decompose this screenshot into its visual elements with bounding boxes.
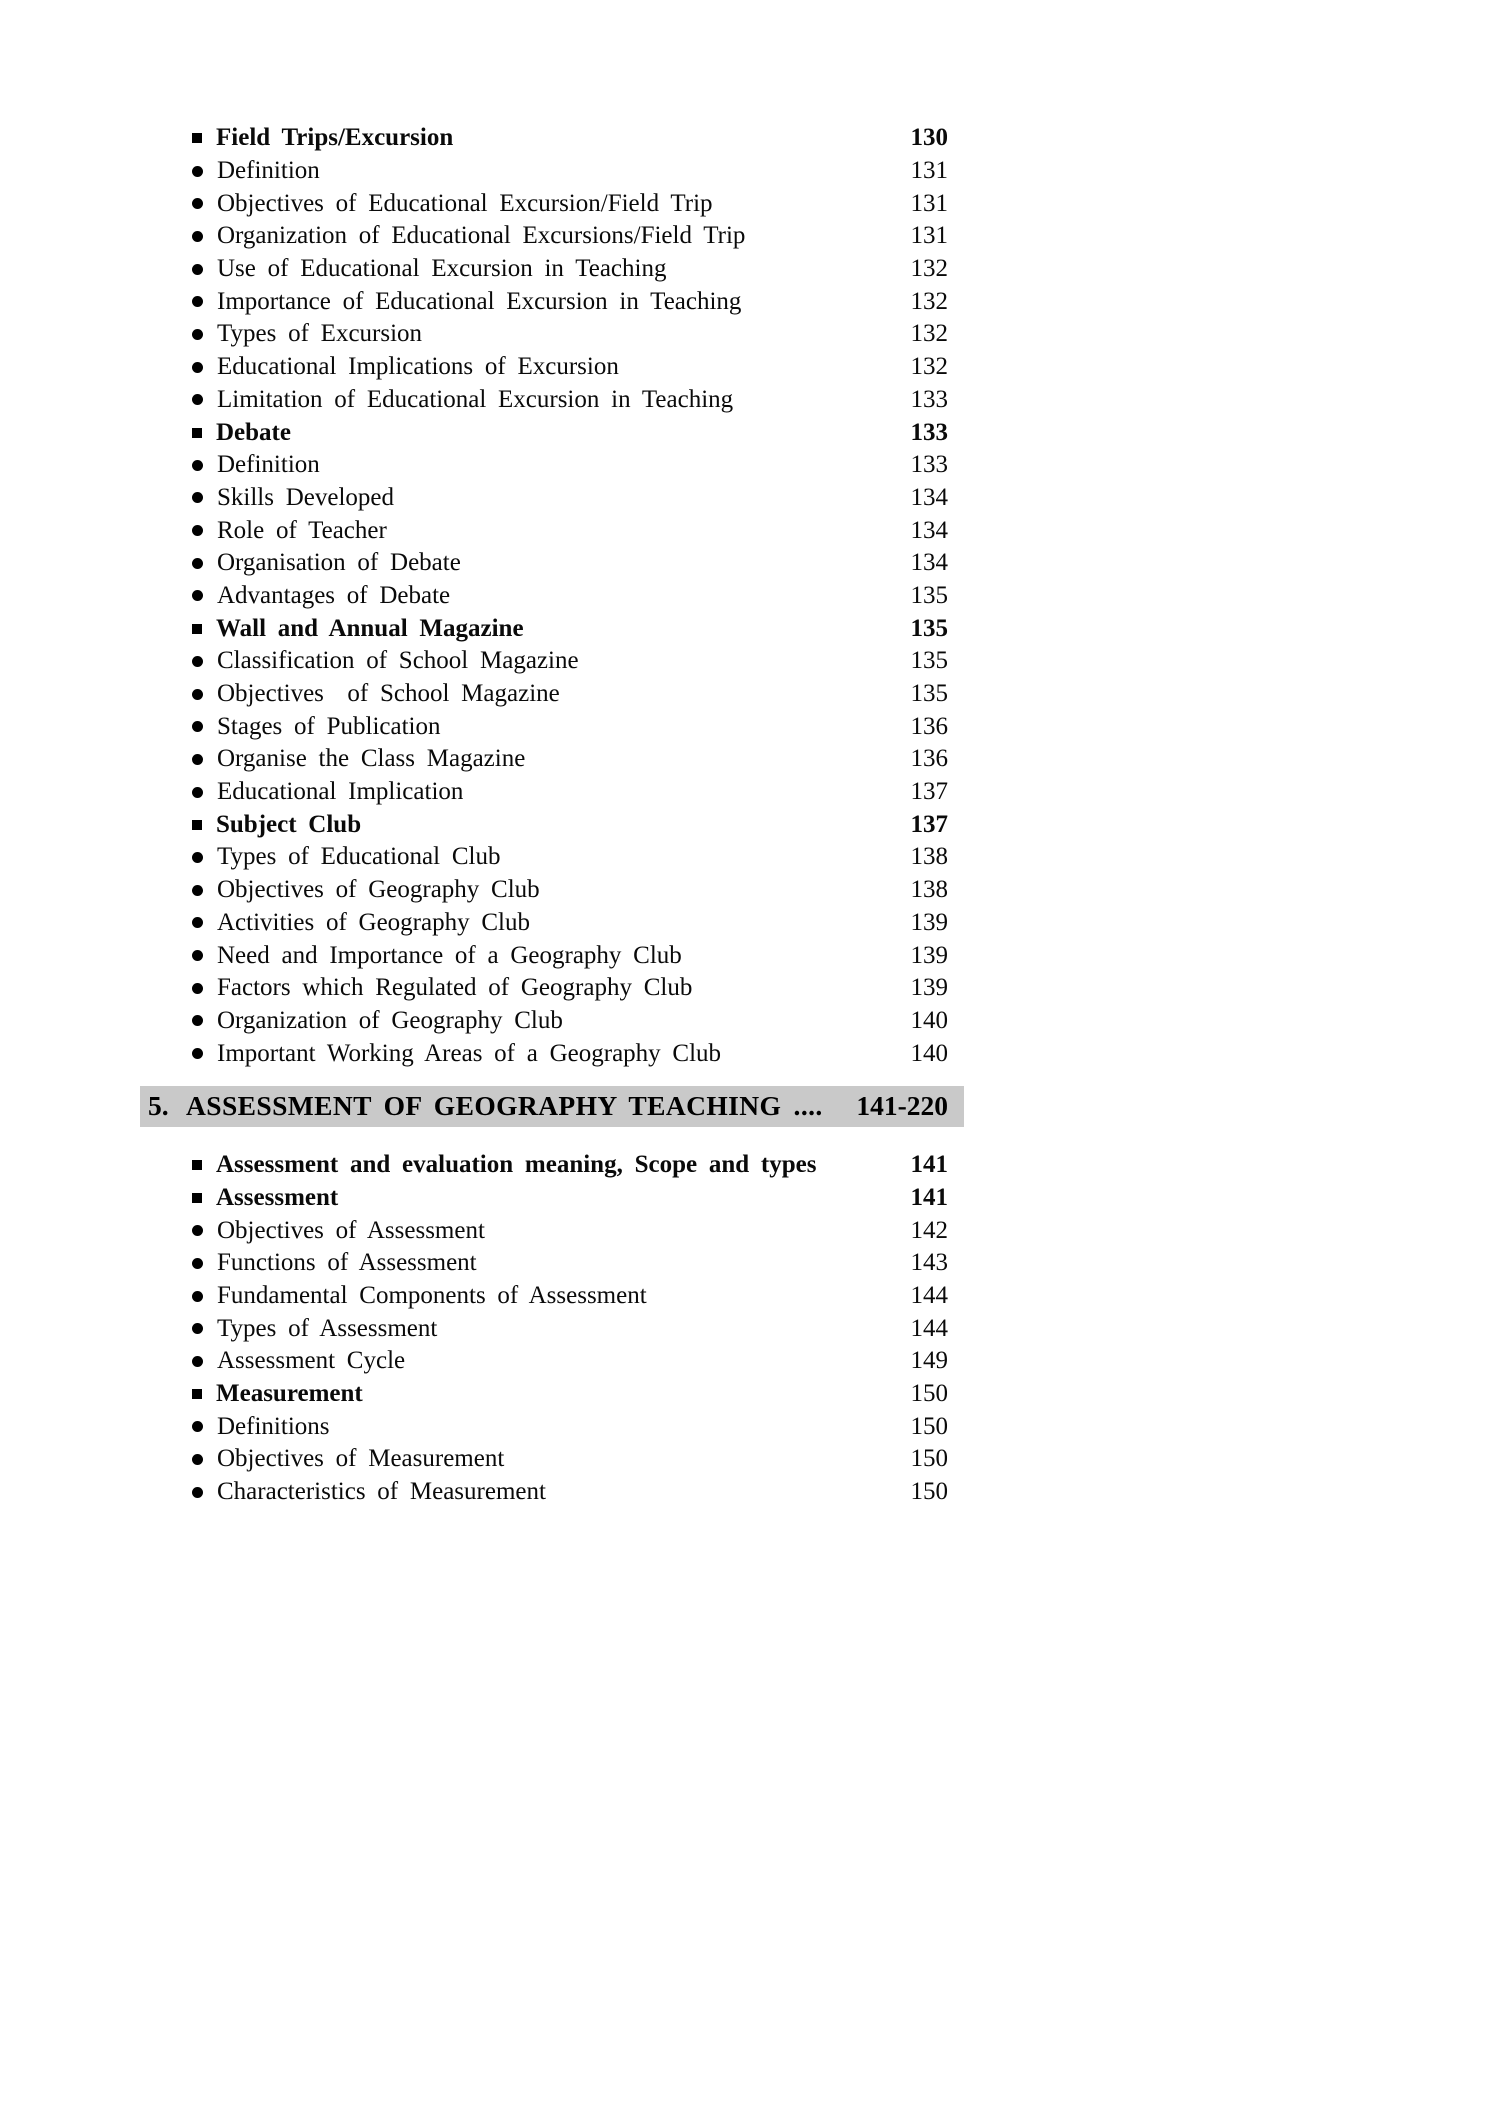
toc-entry-label: Definition [217,157,320,185]
toc-entry-page: 149 [910,1347,948,1375]
toc-entry-label: Fundamental Components of Assessment [217,1282,647,1310]
toc-entry-page: 139 [910,974,948,1002]
toc-entry-label: Debate [216,418,291,446]
circle-bullet-icon [192,1015,203,1026]
toc-entry-label: Objectives of Geography Club [217,876,540,904]
toc-row [140,972,964,1005]
circle-bullet-icon [192,656,203,667]
toc-entry-label: Advantages of Debate [217,581,451,609]
toc-entry-label: Types of Educational Club [217,843,501,871]
circle-bullet-icon [192,754,203,765]
toc-entry-label: Need and Importance of a Geography Club [217,941,682,969]
toc-entry-label: Organisation of Debate [217,549,461,577]
toc-row [140,482,964,515]
circle-bullet-icon [192,590,203,601]
toc-entry-page: 135 [910,680,948,708]
toc-row [140,939,964,972]
toc-row [140,1443,964,1476]
toc-entry-label: Classification of School Magazine [217,647,579,675]
toc-entry-page: 132 [910,287,948,315]
toc-entry-page: 139 [910,941,948,969]
toc-row [140,907,964,940]
circle-bullet-icon [192,460,203,471]
toc-entry-page: 150 [910,1412,948,1440]
toc-row [140,1410,964,1443]
toc-entry-label: Field Trips/Excursion [216,124,454,152]
toc-entry-page: 134 [910,549,948,577]
chapter-number: 5. [148,1090,169,1122]
circle-bullet-icon [192,329,203,340]
square-bullet-icon [192,428,202,438]
toc-entry-label: Educational Implications of Excursion [217,353,619,381]
toc-row [140,580,964,613]
circle-bullet-icon [192,1048,203,1059]
toc-row [140,874,964,907]
toc-row [140,187,964,220]
toc-entry-page: 138 [910,843,948,871]
circle-bullet-icon [192,1225,203,1236]
toc-entry-label: Organization of Educational Excursions/Field Trip [217,222,746,250]
toc-row [140,1378,964,1411]
square-bullet-icon [192,820,202,830]
toc-entry-label: Factors which Regulated of Geography Club [217,974,693,1002]
toc-row [140,710,964,743]
toc-entry-label: Types of Assessment [217,1314,438,1342]
toc-entry-page: 133 [910,385,948,413]
toc-row [140,1182,964,1215]
toc-row [140,1149,964,1182]
toc-row [140,1312,964,1345]
toc-entry-page: 132 [910,255,948,283]
toc-row [140,1247,964,1280]
toc-row [140,841,964,874]
toc-entry-label: Objectives of School Magazine [217,680,560,708]
toc-entry-page: 135 [910,647,948,675]
toc-row [140,808,964,841]
toc-entry-page: 144 [910,1314,948,1342]
circle-bullet-icon [192,1454,203,1465]
toc-entry-page: 130 [910,124,948,152]
toc-entry-page: 136 [910,712,948,740]
circle-bullet-icon [192,394,203,405]
circle-bullet-icon [192,166,203,177]
toc-entry-page: 141 [910,1183,948,1211]
circle-bullet-icon [192,721,203,732]
toc-entry-page: 139 [910,908,948,936]
toc-entry-label: Stages of Publication [217,712,441,740]
circle-bullet-icon [192,525,203,536]
circle-bullet-icon [192,1487,203,1498]
toc-entry-label: Objectives of Assessment [217,1216,485,1244]
toc-entry-label: Importance of Educational Excursion in Teaching [217,287,742,315]
toc-row [140,285,964,318]
circle-bullet-icon [192,917,203,928]
toc-entry-page: 131 [910,222,948,250]
toc-row [140,449,964,482]
toc-entry-label: Objectives of Measurement [217,1445,505,1473]
circle-bullet-icon [192,787,203,798]
toc-list [140,122,964,1509]
toc-row [140,1214,964,1247]
toc-entry-label: Subject Club [216,810,362,838]
toc-row [140,351,964,384]
toc-entry-label: Use of Educational Excursion in Teaching [217,255,667,283]
toc-entry-page: 131 [910,157,948,185]
circle-bullet-icon [192,1291,203,1302]
chapter-title: ASSESSMENT OF GEOGRAPHY TEACHING .... [186,1090,823,1122]
toc-row [140,1345,964,1378]
circle-bullet-icon [192,1356,203,1367]
circle-bullet-icon [192,362,203,373]
toc-entry-page: 133 [910,418,948,446]
toc-row [140,1037,964,1070]
toc-entry-page: 136 [910,745,948,773]
toc-entry-page: 150 [910,1380,948,1408]
toc-entry-page: 137 [910,778,948,806]
toc-entry-page: 135 [910,581,948,609]
square-bullet-icon [192,133,202,143]
toc-entry-page: 143 [910,1249,948,1277]
toc-row [140,318,964,351]
toc-entry-label: Assessment [216,1183,339,1211]
circle-bullet-icon [192,1258,203,1269]
toc-entry-label: Limitation of Educational Excursion in Teaching [217,385,734,413]
toc-entry-page: 141 [910,1151,948,1179]
toc-entry-label: Types of Excursion [217,320,423,348]
toc-entry-label: Important Working Areas of a Geography Club [217,1039,722,1067]
toc-row [140,220,964,253]
circle-bullet-icon [192,198,203,209]
toc-entry-label: Functions of Assessment [217,1249,477,1277]
toc-entry-label: Role of Teacher [217,516,387,544]
chapter-heading [140,1086,964,1127]
toc-entry-page: 137 [910,810,948,838]
square-bullet-icon [192,1193,202,1203]
toc-entry-label: Definitions [217,1412,330,1440]
circle-bullet-icon [192,950,203,961]
circle-bullet-icon [192,558,203,569]
circle-bullet-icon [192,264,203,275]
toc-entry-page: 133 [910,451,948,479]
circle-bullet-icon [192,852,203,863]
toc-row [140,1280,964,1313]
toc-row [140,547,964,580]
toc-entry-page: 134 [910,516,948,544]
circle-bullet-icon [192,492,203,503]
toc-entry-label: Activities of Geography Club [217,908,530,936]
toc-entry-page: 134 [910,483,948,511]
toc-row [140,1005,964,1038]
square-bullet-icon [192,1160,202,1170]
toc-entry-page: 144 [910,1282,948,1310]
chapter-page-range: 141-220 [856,1090,948,1122]
toc-entry-label: Skills Developed [217,483,395,511]
toc-entry-label: Assessment and evaluation meaning, Scope and types [216,1151,817,1179]
toc-entry-label: Organise the Class Magazine [217,745,526,773]
toc-entry-label: Objectives of Educational Excursion/Field Trip [217,189,713,217]
circle-bullet-icon [192,885,203,896]
toc-entry-page: 140 [910,1006,948,1034]
toc-entry-page: 140 [910,1039,948,1067]
toc-row [140,384,964,417]
toc-entry-label: Assessment Cycle [217,1347,406,1375]
toc-entry-page: 142 [910,1216,948,1244]
toc-row [140,122,964,155]
toc-row [140,1476,964,1509]
toc-row [140,155,964,188]
toc-entry-page: 150 [910,1478,948,1506]
toc-entry-page: 150 [910,1445,948,1473]
toc-row [140,612,964,645]
toc-row [140,743,964,776]
circle-bullet-icon [192,689,203,700]
toc-row [140,776,964,809]
toc-entry-label: Wall and Annual Magazine [216,614,524,642]
toc-entry-label: Organization of Geography Club [217,1006,563,1034]
toc-entry-label: Definition [217,451,320,479]
circle-bullet-icon [192,1421,203,1432]
toc-entry-label: Measurement [216,1380,363,1408]
toc-row [140,645,964,678]
square-bullet-icon [192,1389,202,1399]
toc-row [140,253,964,286]
square-bullet-icon [192,624,202,634]
circle-bullet-icon [192,1323,203,1334]
circle-bullet-icon [192,983,203,994]
toc-entry-page: 138 [910,876,948,904]
toc-entry-label: Educational Implication [217,778,464,806]
toc-entry-page: 131 [910,189,948,217]
toc-entry-page: 132 [910,320,948,348]
toc-row [140,416,964,449]
circle-bullet-icon [192,231,203,242]
toc-entry-page: 132 [910,353,948,381]
toc-entry-label: Characteristics of Measurement [217,1478,546,1506]
toc-entry-page: 135 [910,614,948,642]
toc-row [140,514,964,547]
circle-bullet-icon [192,296,203,307]
toc-row [140,678,964,711]
